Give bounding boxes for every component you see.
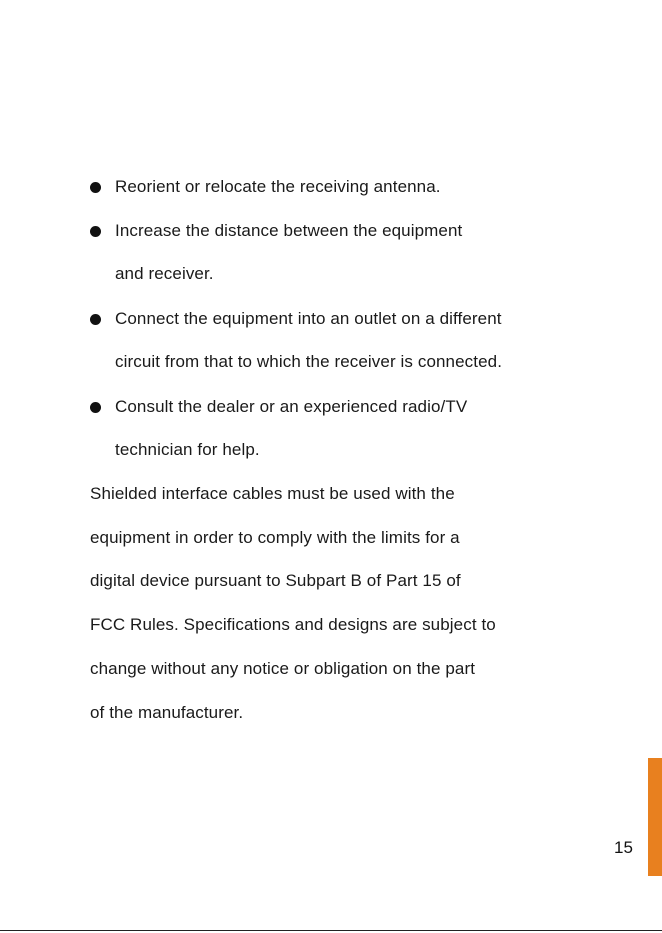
- bullet-text: Increase the distance between the equipment: [115, 221, 463, 240]
- bullet-text-continued: technician for help.: [115, 440, 260, 459]
- page-number: 15: [614, 838, 633, 857]
- bullet-text-continued: and receiver.: [115, 264, 214, 283]
- bullet-text-continued: circuit from that to which the receiver is connected.: [115, 352, 503, 371]
- paragraph-line: equipment in order to comply with the limits for a: [90, 528, 460, 547]
- bullet-text: Reorient or relocate the receiving antenna.: [115, 177, 441, 196]
- bullet-dot-icon: [90, 182, 101, 193]
- page-accent-bar: [648, 758, 662, 876]
- paragraph-line: FCC Rules. Specifications and designs are subject to: [90, 615, 496, 634]
- bullet-dot-icon: [90, 226, 101, 237]
- page-bottom-rule: [0, 930, 662, 931]
- bullet-dot-icon: [90, 402, 101, 413]
- paragraph-line: of the manufacturer.: [90, 703, 244, 722]
- bullet-text: Consult the dealer or an experienced radio/TV: [115, 397, 468, 416]
- paragraph-line: digital device pursuant to Subpart B of Part 15 of: [90, 571, 461, 590]
- paragraph-line: Shielded interface cables must be used with the: [90, 484, 455, 503]
- bullet-text: Connect the equipment into an outlet on a different: [115, 309, 502, 328]
- paragraph-line: change without any notice or obligation on the part: [90, 659, 476, 678]
- bullet-dot-icon: [90, 314, 101, 325]
